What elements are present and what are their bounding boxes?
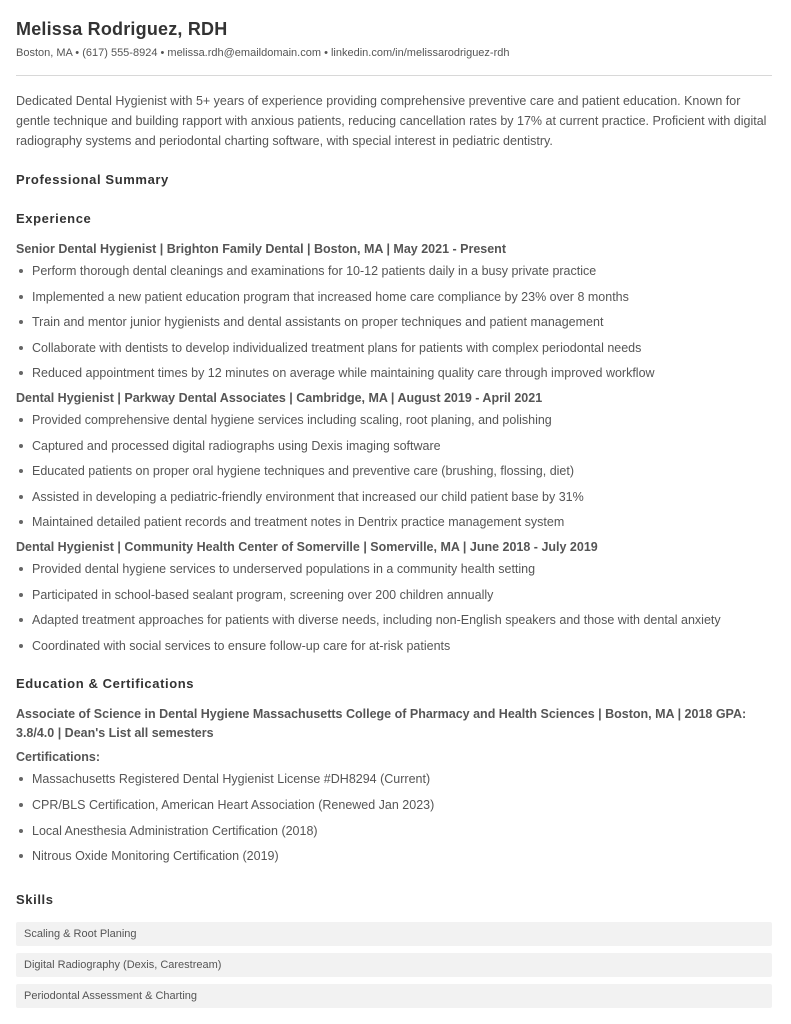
list-item: Maintained detailed patient records and treatment notes in Dentrix practice management system (16, 510, 775, 536)
summary-paragraph: Dedicated Dental Hygienist with 5+ years of experience providing comprehensive preventive care and patient education. Known for gentle technique and building rapport with anxious patients, reducing cancellation rates by 17% at current practice. Proficient with digital radiography systems and periodontal charting software, with special interest in pediatric dentistry. (16, 94, 767, 148)
job-title: Dental Hygienist | Parkway Dental Associates | Cambridge, MA | August 2019 - April 2021 (16, 390, 543, 405)
job-entry (16, 241, 775, 387)
list-item: Implemented a new patient education program that increased home care compliance by 23% over 8 months (16, 285, 775, 311)
list-item: Train and mentor junior hygienists and dental assistants on proper techniques and patient management (16, 310, 775, 336)
skill-chip: Scaling & Root Planing (16, 922, 772, 946)
list-item: Reduced appointment times by 12 minutes on average while maintaining quality care through improved workflow (16, 361, 775, 387)
list-item: Captured and processed digital radiographs using Dexis imaging software (16, 434, 775, 460)
job-entry (16, 539, 775, 659)
section-title-experience: Experience (16, 211, 92, 226)
list-item: Provided dental hygiene services to underserved populations in a community health setting (16, 557, 775, 583)
list-item: Adapted treatment approaches for patients with diverse needs, including non-English speakers and those with dental anxiety (16, 608, 775, 634)
header-divider (16, 75, 772, 76)
list-item: CPR/BLS Certification, American Heart Association (Renewed Jan 2023) (16, 793, 775, 819)
list-item: Local Anesthesia Administration Certification (2018) (16, 819, 775, 845)
section-title-education: Education & Certifications (16, 676, 195, 692)
list-item: Assisted in developing a pediatric-friendly environment that increased our child patient base by 31% (16, 485, 775, 511)
list-item: Educated patients on proper oral hygiene techniques and preventive care (brushing, flossing, diet) (16, 459, 775, 485)
skill-chip: Periodontal Assessment & Charting (16, 984, 772, 1008)
job-entry (16, 390, 775, 536)
job-bullets (16, 408, 775, 536)
contact-line: Boston, MA • (617) 555-8924 • melissa.rdh@emaildomain.com • linkedin.com/in/melissarodriguez-rdh (16, 47, 510, 59)
list-item: Collaborate with dentists to develop individualized treatment plans for patients with complex periodontal needs (16, 336, 775, 362)
job-bullets (16, 557, 775, 659)
certifications-list (16, 767, 775, 869)
job-title: Senior Dental Hygienist | Brighton Family Dental | Boston, MA | May 2021 - Present (16, 242, 506, 256)
job-title: Dental Hygienist | Community Health Center of Somerville | Somerville, MA | June 2018 - July 2019 (16, 539, 598, 554)
list-item: Coordinated with social services to ensure follow-up care for at-risk patients (16, 634, 775, 660)
list-item: Nitrous Oxide Monitoring Certification (2019) (16, 844, 775, 870)
section-title-professional-summary: Professional Summary (16, 172, 169, 187)
skills-list (16, 922, 775, 1008)
list-item: Massachusetts Registered Dental Hygienist License #DH8294 (Current) (16, 767, 775, 793)
degree-line: Associate of Science in Dental Hygiene Massachusetts College of Pharmacy and Health Sciences | Boston, MA | 2018 GPA: 3.8/4.0 | Dean's List all semesters (16, 707, 747, 741)
certifications-label: Certifications: (16, 750, 101, 765)
section-title-skills: Skills (16, 891, 54, 907)
list-item: Perform thorough dental cleanings and examinations for 10-12 patients daily in a busy private practice (16, 259, 775, 285)
job-bullets (16, 259, 775, 387)
candidate-name: Melissa Rodriguez, RDH (16, 19, 228, 39)
list-item: Participated in school-based sealant program, screening over 200 children annually (16, 583, 775, 609)
list-item: Provided comprehensive dental hygiene services including scaling, root planing, and polishing (16, 408, 775, 434)
skill-chip: Digital Radiography (Dexis, Carestream) (16, 953, 772, 977)
